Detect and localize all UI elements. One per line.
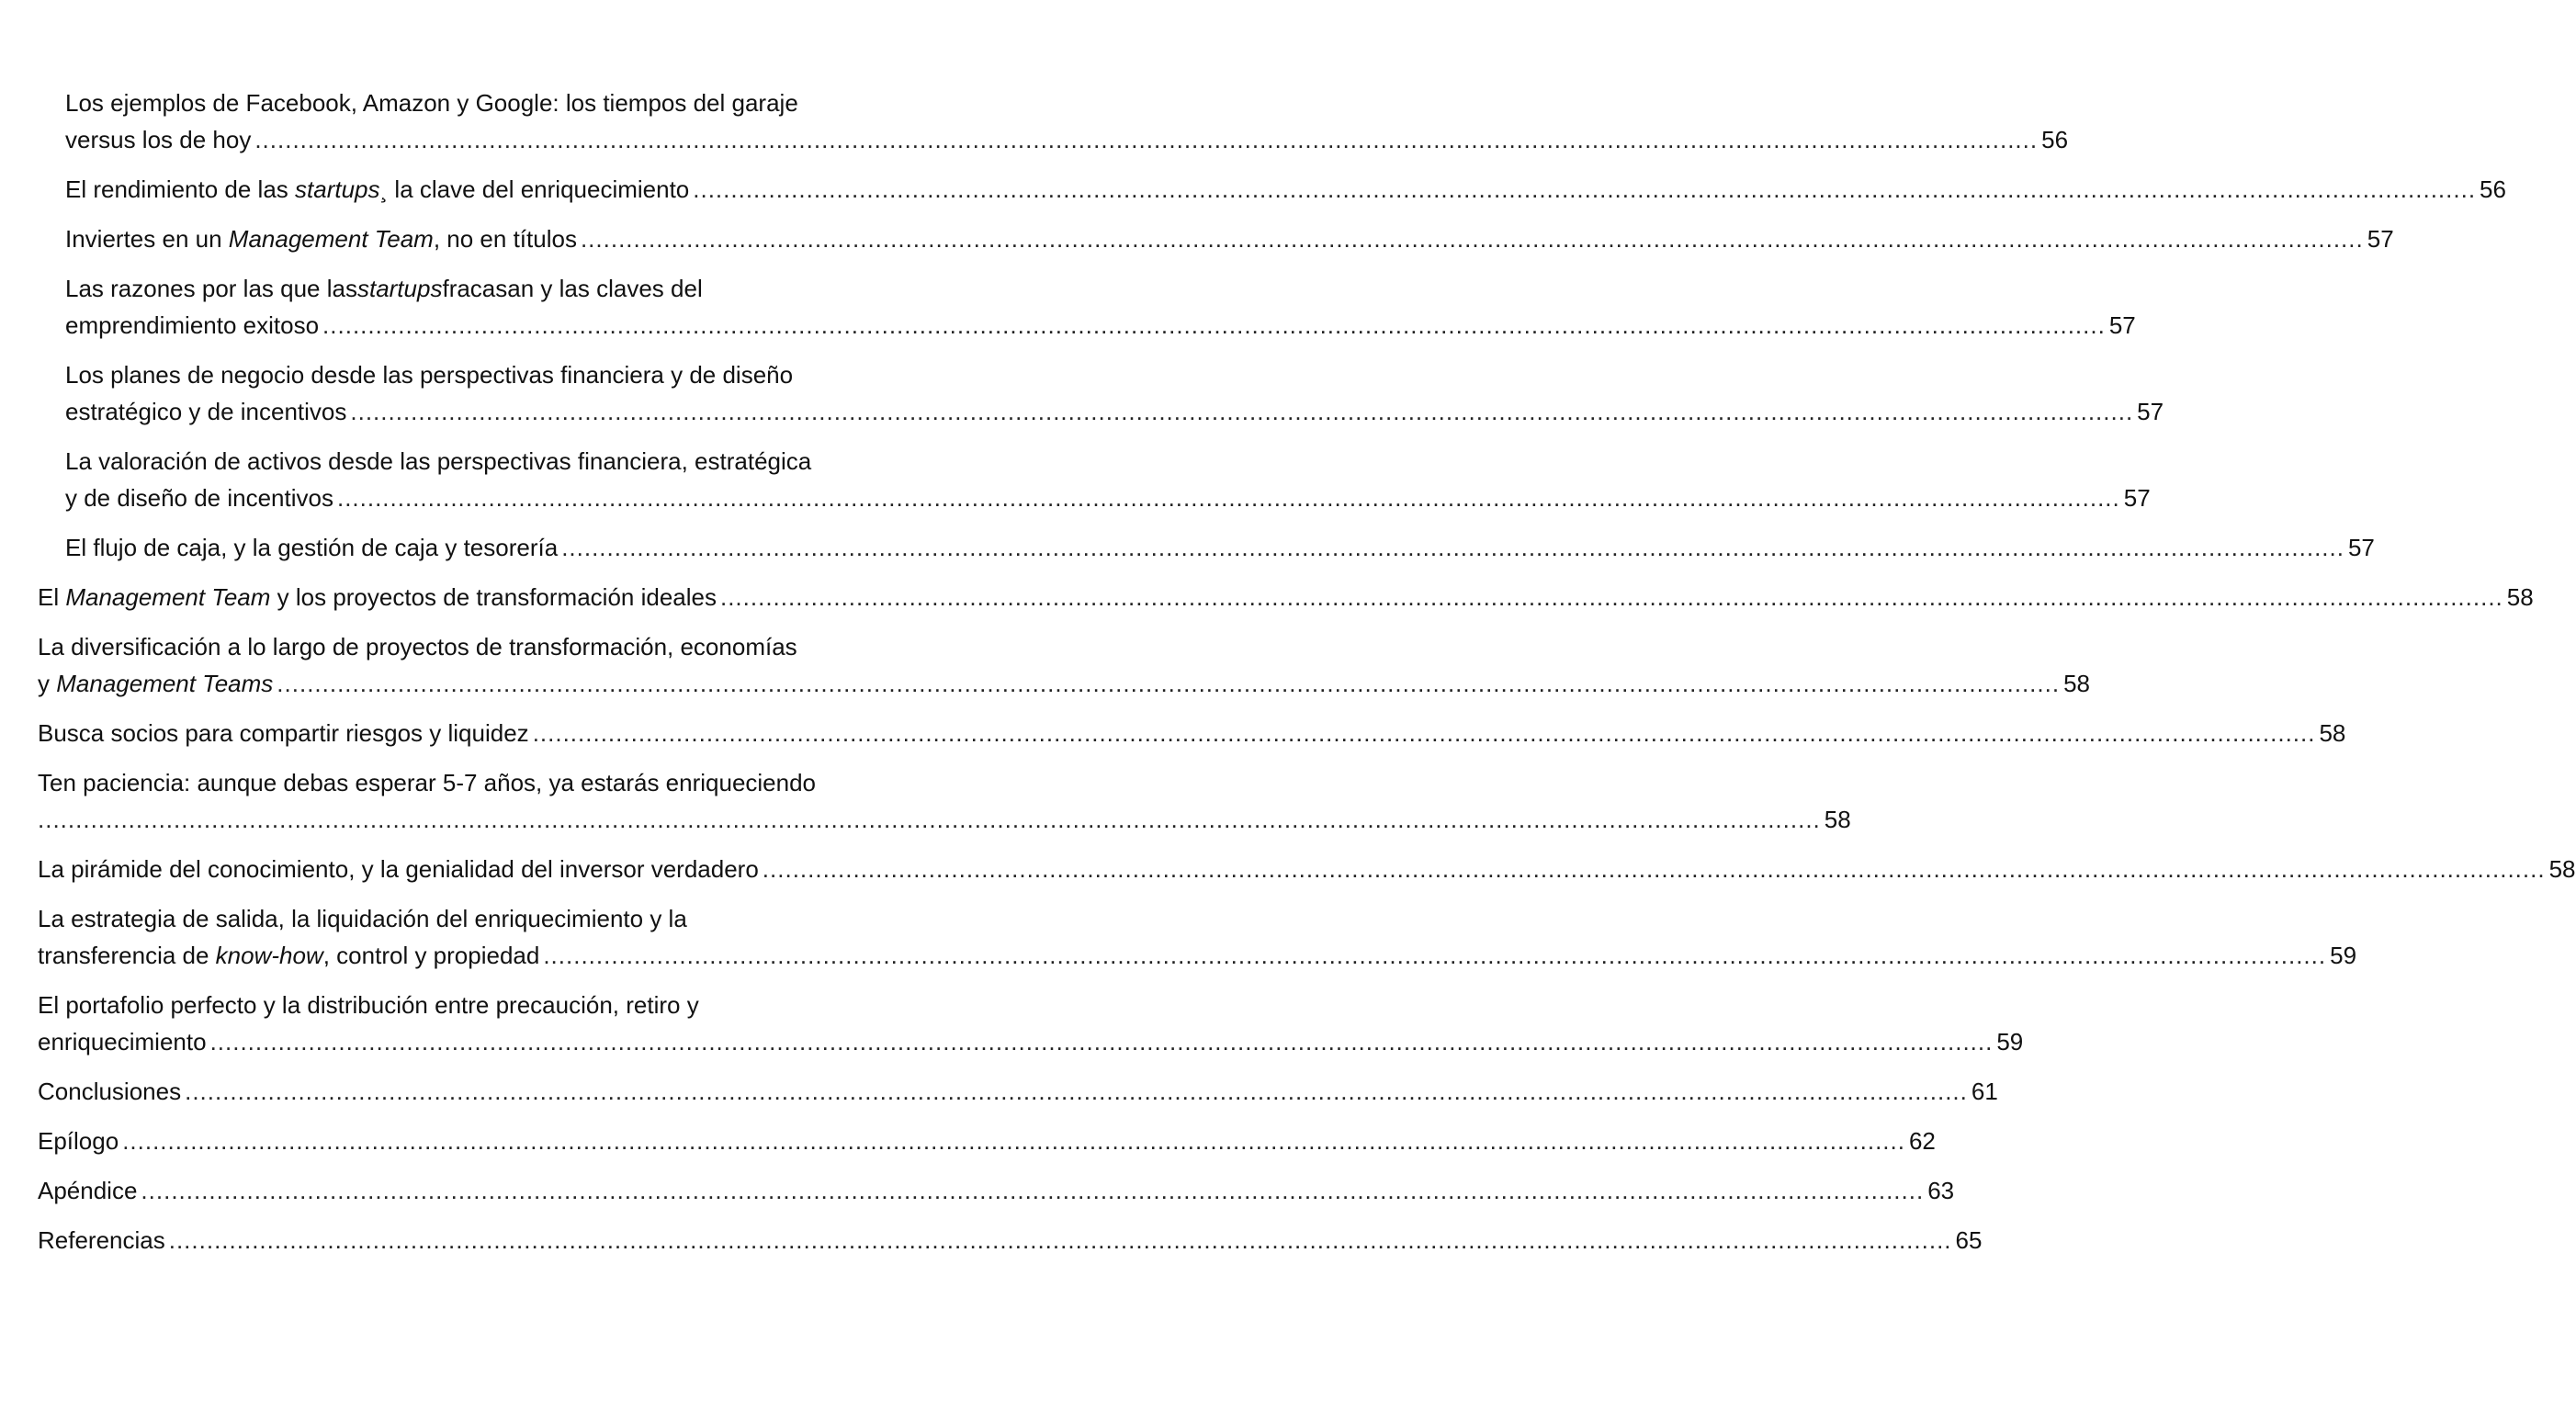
- toc-entry[interactable]: [38, 715, 2346, 751]
- toc-entry-title: y de diseño de incentivos: [65, 484, 333, 512]
- leader-dots: [122, 1123, 1905, 1159]
- toc-entry-title-line: Los ejemplos de Facebook, Amazon y Google: los tiempos del garaje: [65, 89, 798, 117]
- toc-entry-title-line: Los planes de negocio desde las perspectivas financiera y de diseño: [65, 361, 794, 389]
- toc-entry[interactable]: [38, 1222, 1983, 1259]
- toc-entry[interactable]: [38, 579, 2534, 615]
- toc-entry-title: Busca socios para compartir riesgos y liquidez: [38, 719, 529, 747]
- toc-entry-title: El rendimiento de las startups¸ la clave del enriquecimiento: [65, 175, 690, 203]
- toc-entry[interactable]: [38, 900, 2357, 974]
- toc-entry-title: El Management Team y los proyectos de transformación ideales: [38, 583, 717, 611]
- toc-page-number: 61: [1971, 1078, 1998, 1105]
- leader-dots: [693, 171, 2476, 208]
- toc-page-number: 57: [2367, 225, 2394, 253]
- toc-entry[interactable]: [65, 270, 2136, 344]
- toc-entry[interactable]: [65, 171, 2506, 208]
- toc-entry-title: y Management Teams: [38, 670, 274, 697]
- toc-entry[interactable]: [65, 356, 2164, 430]
- toc-entry-title: versus los de hoy: [65, 126, 252, 153]
- leader-dots: [763, 851, 2546, 887]
- toc-entry[interactable]: [65, 85, 2069, 158]
- toc-page-number: 58: [2548, 855, 2576, 883]
- toc-page-number: 57: [2137, 398, 2164, 425]
- toc-entry-title: transferencia de know-how, control y propiedad: [38, 942, 540, 969]
- toc-page-number: 56: [2480, 175, 2506, 203]
- toc-entry[interactable]: [38, 851, 2576, 887]
- toc-entry-title-line: La valoración de activos desde las perspectivas financiera, estratégica: [65, 447, 812, 475]
- leader-dots: [185, 1073, 1968, 1110]
- leader-dots: [720, 579, 2503, 615]
- leader-dots: [543, 937, 2326, 974]
- toc-entry[interactable]: [65, 529, 2375, 566]
- toc-entry[interactable]: [38, 1123, 1936, 1159]
- toc-entry[interactable]: [38, 1172, 1955, 1209]
- toc-entry[interactable]: [65, 443, 2151, 516]
- toc-entry-title: Conclusiones: [38, 1078, 182, 1105]
- toc-entry-title-line: Las razones por las que las startups fracasan y las claves del: [65, 275, 703, 302]
- toc-entry-title-line: La diversificación a lo largo de proyectos de transformación, economías: [38, 633, 797, 660]
- toc-entry-title: emprendimiento exitoso: [65, 311, 320, 339]
- leader-dots: [337, 480, 2120, 516]
- leader-dots: [322, 307, 2106, 344]
- toc-entry-title-line: Ten paciencia: aunque debas esperar 5-7 años, ya estarás enriqueciendo: [38, 769, 817, 796]
- toc-page-number: 57: [2108, 311, 2136, 339]
- toc-page-number: 62: [1908, 1127, 1936, 1155]
- leader-dots: [533, 715, 2316, 751]
- toc-entry-title: El flujo de caja, y la gestión de caja y tesorería: [65, 534, 559, 561]
- leader-dots: [350, 393, 2133, 430]
- toc-entry-title-line: El portafolio perfecto y la distribución entre precaución, retiro y: [38, 991, 699, 1019]
- leader-dots: [581, 220, 2364, 257]
- toc-page-number: 57: [2123, 484, 2151, 512]
- toc-entry[interactable]: [38, 1073, 1998, 1110]
- leader-dots: [277, 665, 2060, 702]
- toc-page-number: 58: [2319, 719, 2346, 747]
- toc-page-number: 65: [1955, 1226, 1983, 1254]
- toc-entry-title: Epílogo: [38, 1127, 119, 1155]
- toc-entry[interactable]: [65, 220, 2394, 257]
- toc-entry-title-line: La estrategia de salida, la liquidación del enriquecimiento y la: [38, 905, 687, 932]
- toc-page-number: 63: [1927, 1177, 1955, 1204]
- toc-entry-title: Inviertes en un Management Team, no en títulos: [65, 225, 577, 253]
- toc-page-number: 58: [1824, 806, 1851, 833]
- toc-entry-title: estratégico y de incentivos: [65, 398, 347, 425]
- toc-entry[interactable]: [38, 628, 2090, 702]
- toc-page-number: 57: [2347, 534, 2375, 561]
- toc-page-number: 59: [1996, 1028, 2024, 1055]
- toc-page-number: 59: [2330, 942, 2357, 969]
- table-of-contents: [38, 85, 2576, 1271]
- toc-page-number: 56: [2041, 126, 2069, 153]
- toc-entry[interactable]: [38, 987, 2024, 1060]
- toc-entry-title: La pirámide del conocimiento, y la genialidad del inversor verdadero: [38, 855, 759, 883]
- leader-dots: [38, 801, 1821, 838]
- leader-dots: [141, 1172, 1924, 1209]
- toc-entry-title: enriquecimiento: [38, 1028, 207, 1055]
- leader-dots: [561, 529, 2344, 566]
- leader-dots: [254, 121, 2038, 158]
- toc-entry-title: Referencias: [38, 1226, 165, 1254]
- toc-entry[interactable]: [38, 764, 1851, 838]
- toc-page-number: 58: [2506, 583, 2534, 611]
- leader-dots: [169, 1222, 1952, 1259]
- toc-page-number: 58: [2063, 670, 2090, 697]
- toc-entry-title: Apéndice: [38, 1177, 138, 1204]
- leader-dots: [210, 1023, 1994, 1060]
